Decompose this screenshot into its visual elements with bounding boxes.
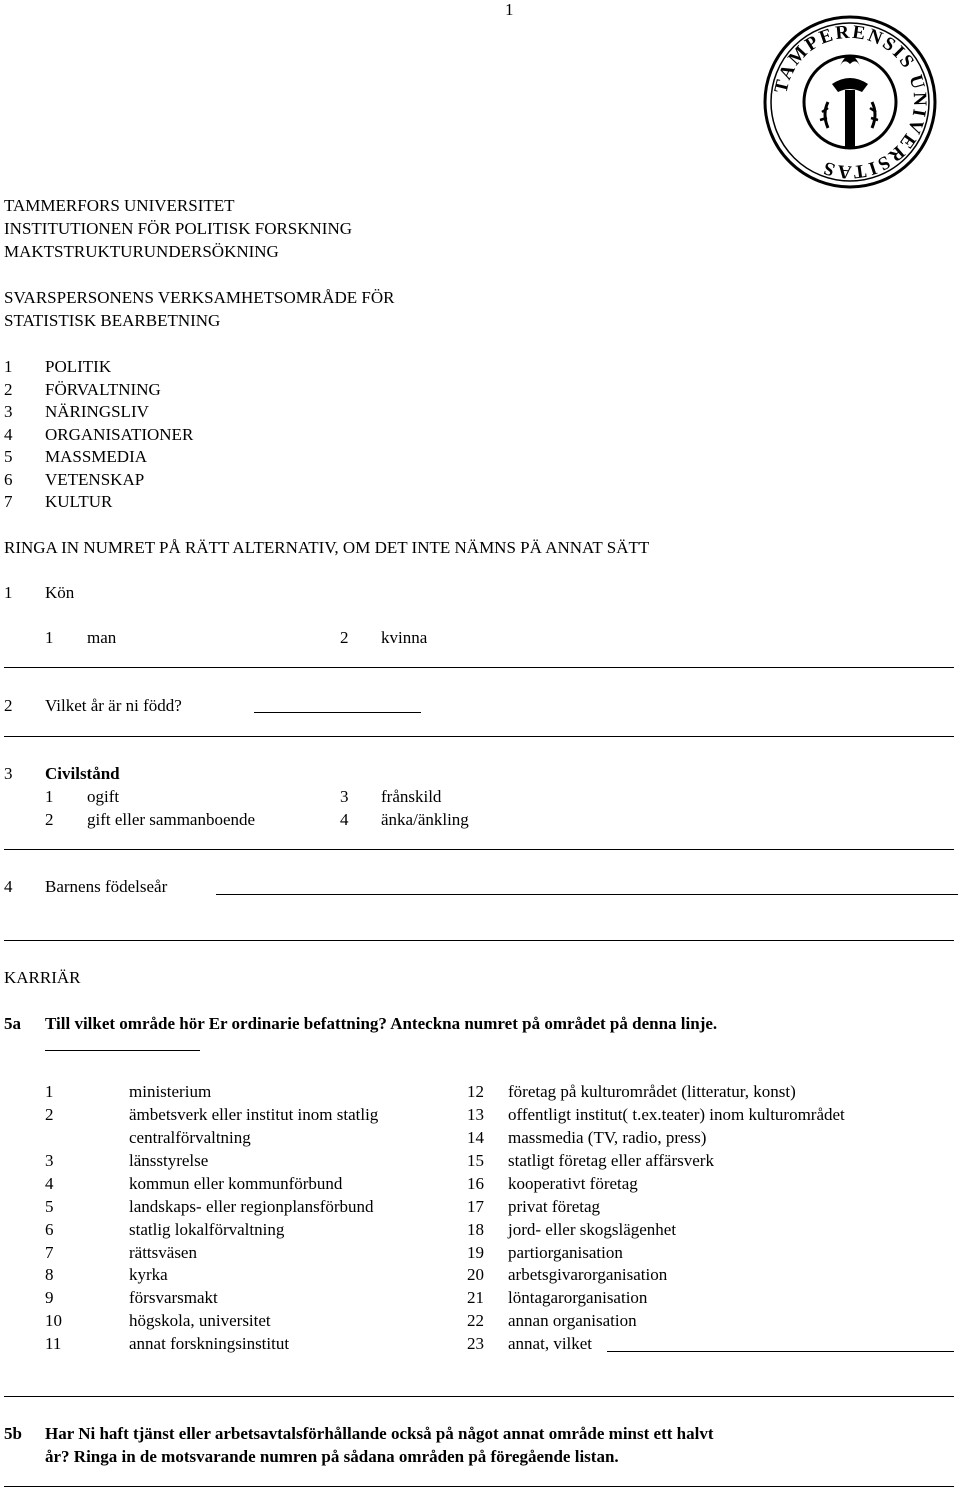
question-number: 5b [4,1424,22,1443]
divider [4,736,954,737]
list-item: ämbetsverk eller institut inom statlig [129,1105,379,1124]
list-item: annat forskningsinstitut [129,1334,290,1353]
university-name: TAMMERFORS UNIVERSITET [4,196,235,215]
question-label-other-employment: Har Ni haft tjänst eller arbetsavtalsförhållande också på något annat område minst ett halvt [45,1424,714,1443]
list-item: statlig lokalförvaltning [129,1220,285,1239]
list-item: länsstyrelse [129,1151,209,1170]
children-birth-years-field[interactable] [216,894,958,895]
university-seal-logo [762,14,938,190]
birth-year-field[interactable] [254,712,421,713]
list-item: massmedia (TV, radio, press) [508,1128,707,1147]
list-item-num: 13 [467,1105,484,1124]
option-number[interactable]: 2 [45,810,54,829]
list-item-num: 3 [45,1151,54,1170]
area-label: MASSMEDIA [45,447,148,466]
list-item: offentligt institut( t.ex.teater) inom kulturområdet [508,1105,845,1124]
list-item: företag på kulturområdet (litteratur, konst) [508,1082,796,1101]
list-item: löntagarorganisation [508,1288,648,1307]
list-item: statligt företag eller affärsverk [508,1151,714,1170]
option-number[interactable]: 4 [340,810,349,829]
seal-text: TAMPERENSIS UNIVERSITAS [770,21,931,183]
list-item-num: 11 [45,1334,62,1353]
area-num: 7 [4,492,13,511]
instruction-text: RINGA IN NUMRET PÅ RÄTT ALTERNATIV, OM DET INTE NÄMNS PÄ ANNAT SÄTT [4,538,650,557]
option-man: man [87,628,117,647]
option-widowed: änka/änkling [381,810,469,829]
option-unmarried: ogift [87,787,120,806]
area-num: 3 [4,402,13,421]
list-item-num: 12 [467,1082,484,1101]
list-item-num: 18 [467,1220,484,1239]
list-item-num: 4 [45,1174,54,1193]
area-num: 5 [4,447,13,466]
divider [4,1486,954,1487]
list-item: kyrka [129,1265,168,1284]
option-number[interactable]: 2 [340,628,349,647]
question-label-position-area: Till vilket område hör Er ordinarie befattning? Anteckna numret på området på denna linje. [45,1014,718,1033]
list-item: kooperativt företag [508,1174,638,1193]
list-item: högskola, universitet [129,1311,271,1330]
area-label: NÄRINGSLIV [45,402,149,421]
list-item: annan organisation [508,1311,637,1330]
area-label: VETENSKAP [45,470,145,489]
list-item-num: 16 [467,1174,484,1193]
page-number: 1 [505,0,514,19]
section-title: SVARSPERSONENS VERKSAMHETSOMRÅDE FÖR [4,288,395,307]
question-number: 2 [4,696,13,715]
list-item: landskaps- eller regionplansförbund [129,1197,374,1216]
list-item-num: 22 [467,1311,484,1330]
divider [4,667,954,668]
question-label-other-employment-2: år? Ringa in de motsvarande numren på sådana områden på föregående listan. [45,1447,619,1466]
list-item: försvarsmakt [129,1288,218,1307]
divider [4,940,954,941]
list-item-num: 15 [467,1151,484,1170]
divider [4,1396,954,1397]
list-item-num: 8 [45,1265,54,1284]
list-item-num: 17 [467,1197,484,1216]
section-title-2: STATISTISK BEARBETNING [4,311,221,330]
question-label-marital-status: Civilstånd [45,764,120,783]
area-label: ORGANISATIONER [45,425,194,444]
list-item-num: 9 [45,1288,54,1307]
other-area-field[interactable] [607,1351,954,1352]
list-item-num: 5 [45,1197,54,1216]
institution-name: INSTITUTIONEN FÖR POLITISK FORSKNING [4,219,353,238]
list-item: partiorganisation [508,1243,623,1262]
study-name: MAKTSTRUKTURUNDERSÖKNING [4,242,279,261]
question-number: 5a [4,1014,21,1033]
list-item-num: 7 [45,1243,54,1262]
position-area-field[interactable] [45,1050,200,1051]
list-item-num: 14 [467,1128,484,1147]
list-item-num: 1 [45,1082,54,1101]
list-item: privat företag [508,1197,601,1216]
question-number: 4 [4,877,13,896]
career-heading: KARRIÄR [4,968,81,987]
question-number: 3 [4,764,13,783]
area-num: 4 [4,425,13,444]
question-label-birth-year: Vilket år är ni född? [45,696,182,715]
option-number[interactable]: 3 [340,787,349,806]
list-item: rättsväsen [129,1243,197,1262]
list-item-num: 10 [45,1311,62,1330]
question-number: 1 [4,583,13,602]
list-item-num: 19 [467,1243,484,1262]
question-label-gender: Kön [45,583,75,602]
area-num: 2 [4,380,13,399]
question-label-children: Barnens födelseår [45,877,168,896]
list-item: jord- eller skogslägenhet [508,1220,677,1239]
option-number[interactable]: 1 [45,787,54,806]
list-item: centralförvaltning [129,1128,251,1147]
list-item: ministerium [129,1082,212,1101]
divider [4,849,954,850]
list-item: arbetsgivarorganisation [508,1265,668,1284]
list-item: annat, vilket [508,1334,593,1353]
option-woman: kvinna [381,628,428,647]
area-num: 6 [4,470,13,489]
list-item: kommun eller kommunförbund [129,1174,343,1193]
area-num: 1 [4,357,13,376]
option-divorced: frånskild [381,787,442,806]
area-label: KULTUR [45,492,113,511]
area-label: FÖRVALTNING [45,380,161,399]
option-married: gift eller sammanboende [87,810,256,829]
list-item-num: 6 [45,1220,54,1239]
option-number[interactable]: 1 [45,628,54,647]
list-item-num: 20 [467,1265,484,1284]
list-item-num: 2 [45,1105,54,1124]
area-label: POLITIK [45,357,112,376]
list-item-num: 21 [467,1288,484,1307]
list-item-num: 23 [467,1334,484,1353]
